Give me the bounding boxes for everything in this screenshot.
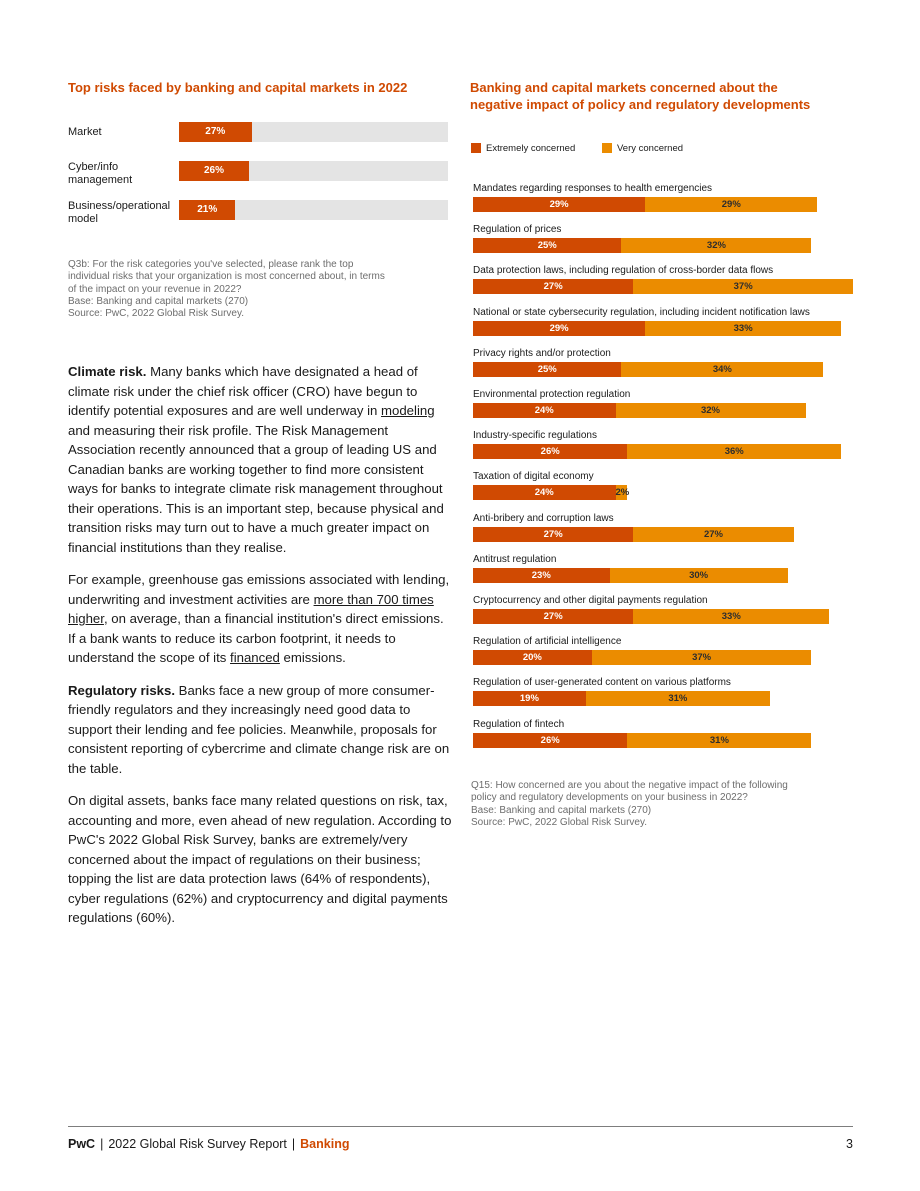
bar-segment-very-concerned: 30%	[610, 568, 788, 583]
bar-track	[179, 200, 448, 220]
bar-segment-extremely-concerned: 26%	[473, 444, 627, 459]
bar-segment-very-concerned: 33%	[633, 609, 829, 624]
financed-link[interactable]: financed	[230, 650, 280, 665]
stacked-bar-row	[473, 471, 853, 511]
bar: 27%	[179, 122, 252, 142]
stacked-bar	[473, 609, 853, 624]
bar-category-label: Market	[68, 126, 102, 138]
left-chart-title: Top risks faced by banking and capital markets in 2022	[68, 80, 408, 95]
stacked-bar	[473, 238, 853, 253]
stacked-bar-row	[473, 677, 853, 717]
right-chart-title-line: negative impact of policy and regulatory developments	[470, 97, 811, 112]
bar-category-label: Environmental protection regulation	[473, 389, 631, 400]
legend-swatch-very	[602, 143, 612, 153]
stacked-bar-row	[473, 307, 853, 347]
legend-swatch-extremely	[471, 143, 481, 153]
bar-category-label: Taxation of digital economy	[473, 471, 594, 483]
climate-risk-heading: Climate risk.	[68, 364, 147, 379]
bar-segment-extremely-concerned: 27%	[473, 609, 633, 624]
bar-segment-very-concerned: 37%	[592, 650, 812, 665]
stacked-bar	[473, 279, 853, 294]
stacked-bar-row	[473, 348, 853, 388]
bar-category-label: Anti-bribery and corruption laws	[473, 512, 614, 524]
right-chart-title	[470, 79, 870, 113]
bar-category-label: Cryptocurrency and other digital payments regulation	[473, 595, 708, 606]
stacked-bar-row	[473, 554, 853, 594]
bar-segment-extremely-concerned: 24%	[473, 485, 616, 500]
bar-segment-extremely-concerned: 29%	[473, 321, 645, 336]
paragraph-regulatory-risks	[68, 681, 452, 779]
chart-legend	[471, 142, 851, 156]
bar-category-label: Industry-specific regulations	[473, 430, 597, 442]
bar-segment-extremely-concerned: 23%	[473, 568, 610, 583]
note-line: Q15: How concerned are you about the negative impact of the following	[471, 780, 788, 791]
bar-segment-extremely-concerned: 25%	[473, 238, 621, 253]
bar-segment-very-concerned: 37%	[633, 279, 853, 294]
bar-category-label: Regulation of user-generated content on various platforms	[473, 677, 731, 689]
note-line: of the impact on your revenue in 2022?	[68, 283, 242, 295]
page-number: 3	[846, 1137, 853, 1151]
left-bar-row	[68, 122, 448, 162]
note-line: policy and regulatory developments on your business in 2022?	[471, 792, 748, 804]
bar-segment-extremely-concerned: 25%	[473, 362, 621, 377]
article-body	[68, 362, 452, 941]
note-line: individual risks that your organization is most concerned about, in terms	[68, 271, 385, 283]
bar-category-label: Antitrust regulation	[473, 553, 557, 565]
text-run: emissions.	[279, 650, 346, 665]
stacked-bar-row	[473, 265, 853, 305]
bar: 26%	[179, 161, 249, 181]
stacked-bar	[473, 691, 853, 706]
stacked-bar-row	[473, 224, 853, 264]
footer-section-name: Banking	[300, 1137, 350, 1151]
bar-segment-extremely-concerned: 26%	[473, 733, 627, 748]
stacked-bar-row	[473, 595, 853, 635]
stacked-bar	[473, 568, 853, 583]
bar-segment-extremely-concerned: 24%	[473, 403, 616, 418]
bar-category-label: Mandates regarding responses to health emergencies	[473, 183, 713, 194]
bar-segment-very-concerned: 2%	[615, 487, 630, 499]
bar-segment-extremely-concerned: 27%	[473, 279, 633, 294]
left-bar-row	[68, 200, 448, 240]
bar-segment-very-concerned: 34%	[621, 362, 823, 377]
right-chart-source-note	[471, 780, 871, 829]
paragraph-emissions	[68, 570, 452, 668]
stacked-bar	[473, 485, 853, 500]
stacked-bar	[473, 362, 853, 377]
text-run: , on average, than a financial institution's direct emissions. If a bank wants to reduce its carbon footprint, it needs to understand the scope of its	[68, 611, 444, 665]
stacked-bar-row	[473, 719, 853, 759]
stacked-bar	[473, 444, 853, 459]
bar-track	[179, 161, 448, 181]
bar-segment-extremely-concerned: 27%	[473, 527, 633, 542]
modeling-link[interactable]: modeling	[381, 403, 435, 418]
bar-segment-very-concerned: 36%	[627, 444, 841, 459]
bar-segment-extremely-concerned: 29%	[473, 197, 645, 212]
note-line: Source: PwC, 2022 Global Risk Survey.	[68, 308, 245, 320]
bar-segment-very-concerned: 31%	[586, 691, 770, 706]
stacked-bar-row	[473, 183, 853, 223]
page-footer	[68, 1136, 853, 1152]
stacked-bar	[473, 650, 853, 665]
footer-divider	[68, 1126, 853, 1127]
bar-category-label: Regulation of artificial intelligence	[473, 636, 622, 648]
bar-category-label: Cyber/info management	[68, 161, 133, 186]
stacked-bar-row	[473, 513, 853, 553]
regulatory-risks-heading: Regulatory risks.	[68, 682, 176, 698]
bar-segment-extremely-concerned: 19%	[473, 691, 586, 706]
legend-label-extremely: Extremely concerned	[486, 143, 576, 154]
700-times-higher-link[interactable]: more than 700 times higher	[68, 591, 434, 626]
bar-segment-very-concerned: 33%	[645, 321, 841, 336]
bar-category-label: Data protection laws, including regulation of cross-border data flows	[473, 265, 774, 277]
bar-category-label: National or state cybersecurity regulation, including incident notification laws	[473, 306, 810, 318]
stacked-bar-row	[473, 389, 853, 429]
note-line: Base: Banking and capital markets (270)	[471, 804, 652, 816]
bar-segment-very-concerned: 32%	[616, 403, 806, 418]
text-run: For example, greenhouse gas emissions associated with lending, underwriting and investment activities are	[68, 572, 450, 607]
bar-segment-very-concerned: 29%	[645, 197, 817, 212]
stacked-bar-row	[473, 636, 853, 676]
bar-track	[179, 122, 448, 142]
right-chart-title-line: Banking and capital markets concerned about the	[470, 80, 778, 95]
paragraph-climate-risk	[68, 362, 452, 557]
left-bar-row	[68, 161, 448, 201]
stacked-bar	[473, 403, 853, 418]
bar-category-label: Business/operational model	[68, 200, 171, 225]
footer-separator: |	[291, 1137, 296, 1151]
footer-separator: |	[100, 1137, 104, 1151]
stacked-bar	[473, 733, 853, 748]
stacked-bar	[473, 197, 853, 212]
footer-brand: PwC	[68, 1137, 96, 1151]
bar-segment-very-concerned: 31%	[627, 733, 811, 748]
footer-report-title: 2022 Global Risk Survey Report	[108, 1137, 287, 1151]
bar-segment-extremely-concerned: 20%	[473, 650, 592, 665]
text-run: and measuring their risk profile. The Risk Management Association recently announced that a group of leading US and Canadian banks are working together to find more consistent ways for banks to integrate climate risk management throughout their operations. This is an important step, because physical and transition risks may turn out to have a much greater impact on financial institutions than they realise.	[68, 422, 444, 555]
bar-category-label: Privacy rights and/or protection	[473, 347, 611, 359]
stacked-bar-row	[473, 430, 853, 470]
note-line: Base: Banking and capital markets (270)	[68, 295, 249, 307]
bar: 21%	[179, 200, 235, 220]
bar-category-label: Regulation of fintech	[473, 718, 565, 730]
paragraph-digital-assets: On digital assets, banks face many related questions on risk, tax, accounting and more, even ahead of new regulation. According to PwC's 2022 Global Risk Survey, banks are extremely/very concerned about the impact of regulations on their business; topping the list are data protection laws (64% of respondents), cyber regulations (62%) and cryptocurrency and digital payments regulations (60%).	[68, 793, 452, 925]
text-run: Many banks which have designated a head of climate risk under the chief risk officer (CRO) have begun to identify potential exposures and are well underway in	[68, 364, 418, 418]
note-line: Source: PwC, 2022 Global Risk Survey.	[471, 816, 648, 828]
text-run: Banks face a new group of more consumer-friendly regulators and they increasingly need good data to support their lending and fee policies. Meanwhile, proposals for consistent reporting of cybercrime and climate change risk are on the table.	[68, 682, 450, 776]
stacked-bar	[473, 527, 853, 542]
legend-label-very: Very concerned	[617, 143, 684, 154]
note-line: Q3b: For the risk categories you've selected, please rank the top	[68, 259, 354, 270]
bar-segment-very-concerned: 32%	[621, 238, 811, 253]
left-chart-source-note	[68, 259, 452, 320]
bar-category-label: Regulation of prices	[473, 224, 562, 236]
stacked-bar	[473, 321, 853, 336]
bar-segment-very-concerned: 27%	[633, 527, 793, 542]
